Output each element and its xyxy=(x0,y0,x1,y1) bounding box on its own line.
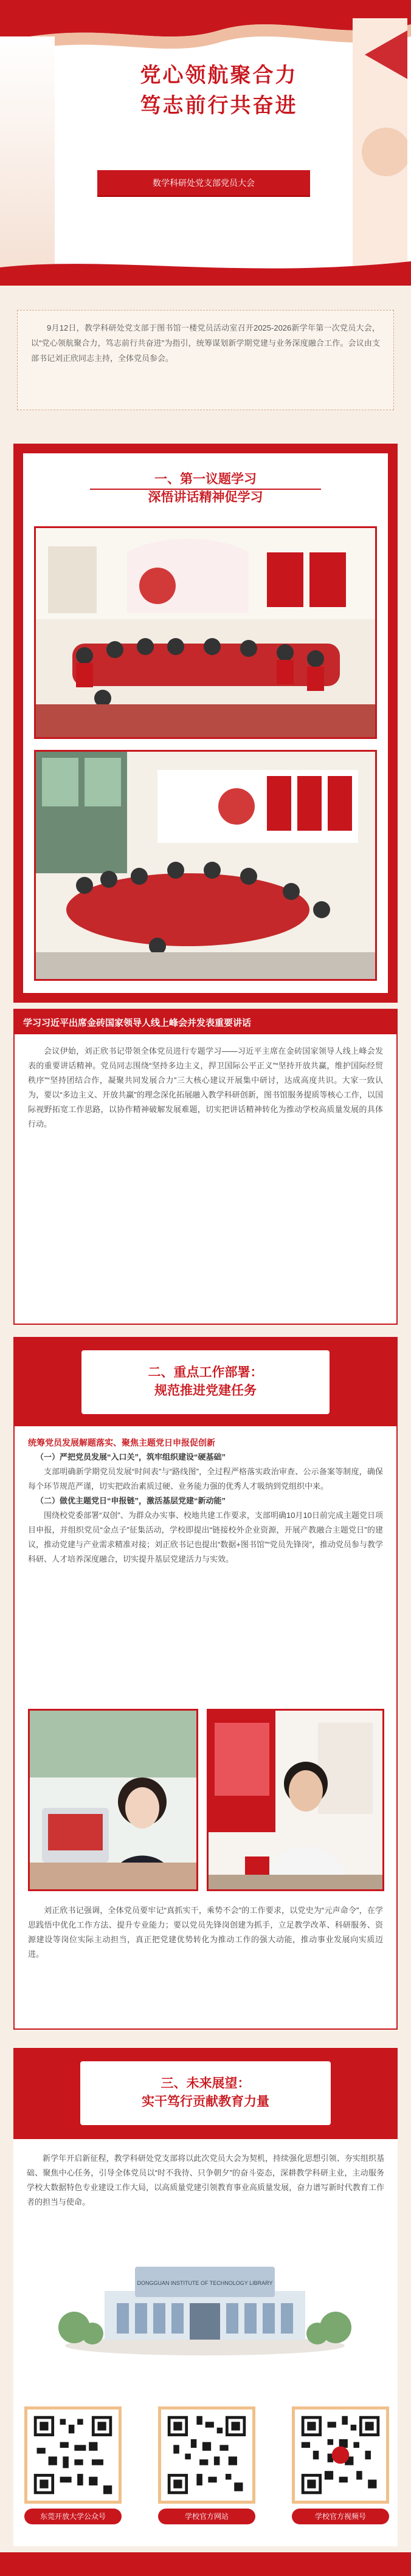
section-3-header-plate xyxy=(80,2061,331,2125)
speaker-photo-female xyxy=(28,1709,198,1891)
footer-band xyxy=(0,2552,411,2576)
hero-side-decoration xyxy=(0,36,55,267)
intro-box xyxy=(17,310,394,410)
study-card xyxy=(13,1009,398,1325)
speaker-photo-male xyxy=(207,1709,384,1891)
section-2-item2-title: （二）做优主题党日“申报链”，激活基层党建“新动能” xyxy=(36,1496,226,1505)
section-2-body xyxy=(28,1435,383,1567)
section-2-lead: 统筹党员发展解题落实、聚焦主题党日申报促创新 xyxy=(28,1438,215,1448)
section-2-closing: 刘正欣书记强调，全体党员要牢记“真抓实干，乘势不会”的工作要求，以党史为“元声命令”，在学思践悟中优化工作方法、提升专业能力；要以党员先锋岗创建为抓手，立足教学改革、科研服务、资源建设等岗位实际主动担当，真正把党建优势转化为推动工作的强大动能，推动事业发展向实质迈进。 xyxy=(28,1906,383,1959)
qr-block-wechat xyxy=(24,2406,122,2524)
campus-library-illustration xyxy=(50,2248,360,2358)
section-3-header-band xyxy=(13,2048,398,2139)
section-2-heading xyxy=(90,1364,321,1400)
qr-code-row xyxy=(24,2406,389,2528)
hero-bottom-decoration xyxy=(0,255,411,286)
campus-gate-sign: DONGGUAN INSTITUTE OF TECHNOLOGY LIBRARY xyxy=(137,2280,273,2286)
meeting-photo-1 xyxy=(34,526,377,739)
section-2-item2-text: 围绕校党委部署“双创”、为群众办实事、校地共建工作要求，支部明确10月10日前完成主题党日项目申报，并组织党员“金点子”征集活动，学校即提出“链接校外企业资源，开展产教融合主题党日”的建议，推动党建与产业需求精准对接；刘正欣书记也提出“数据+图书馆”“党员先锋岗”，推动党员参与教学科研、人才培养深度融合，切实提升基层党建活力与实效。 xyxy=(28,1511,383,1564)
section-2-subtitle: 规范推进党建任务 xyxy=(154,1384,257,1398)
section-3-text: 新学年开启新征程，教学科研处党支部将以此次党员大会为契机，持续强化思想引领、夯实组织基础、聚焦中心任务，引导全体党员以“时不我待、只争朝夕”的奋斗姿态，深耕教学科研主业，主动服务学校大数据特色专业建设工作大局，以高质量党建引领教育事业高质量发展，奋力谱写新时代教育工作者的担当与使命。 xyxy=(27,2154,384,2207)
section-2 xyxy=(13,1337,398,2030)
qr-code-icon[interactable] xyxy=(158,2406,255,2504)
hero-subtitle: 数学科研处党支部党员大会 xyxy=(97,170,310,196)
section-1-title: 一、第一议题学习 xyxy=(154,472,257,486)
meeting-photo-2 xyxy=(34,750,377,981)
section-3-subtitle: 实干笃行贡献教育力量 xyxy=(142,2095,269,2109)
section-1 xyxy=(13,444,398,1003)
section-2-header-band xyxy=(15,1338,396,1426)
qr-block-website xyxy=(158,2406,255,2524)
section-3-heading xyxy=(90,2075,321,2111)
intro-text: 9月12日，教学科研处党支部于图书馆一楼党员活动室召开2025-2026新学年第一次党员大会，以“党心领航聚合力，笃志前行共奋进”为指引，统筹谋划新学期党建与业务深度融合工作。会议由支部书记刘正欣同志主持，全体党员参会。 xyxy=(31,323,380,363)
hero-banner xyxy=(0,0,411,286)
qr-code-icon[interactable] xyxy=(292,2406,389,2504)
study-card-heading: 学习习近平出席金砖国家领导人线上峰会并发表重要讲话 xyxy=(15,1010,396,1034)
section-2-header-plate xyxy=(81,1350,330,1414)
section-2-title: 二、重点工作部署： xyxy=(148,1365,263,1379)
section-2-item1-title: （一）严把党员发展“入口关”，筑牢组织建设“硬基础” xyxy=(36,1452,226,1461)
hero-title xyxy=(91,61,347,122)
qr-caption: 东莞开放大学公众号 xyxy=(24,2509,122,2524)
study-card-text: 会议伊始，刘正欣书记带领全体党员进行专题学习——习近平主席在金砖国家领导人线上峰会发表的重要讲话精神。党员同志围绕“坚持多边主义，捍卫国际公平正义”“坚持开放共赢，维护国际经贸秩序”“坚持团结合作，凝聚共同发展合力”三大核心建议开展集中研讨，达成高度共识。大家一致认为，要以“多边主义、开放共赢”的理念深化拓展融入教学科研创新，图书馆服务提质等核心工作，以国际视野拓宽工作思路，以协作精神破解发展难题，切实把讲话精神转化为推动学校高质量发展的具体行动。 xyxy=(28,1046,383,1128)
qr-caption: 学校官方网站 xyxy=(158,2509,255,2524)
section-1-panel xyxy=(23,453,388,993)
hero-title-line1: 党心领航聚合力 xyxy=(140,64,298,87)
qr-caption: 学校官方视频号 xyxy=(292,2509,389,2524)
hero-right-decoration xyxy=(328,18,407,273)
hero-title-line2: 笃志前行共奋进 xyxy=(140,95,298,117)
section-1-subtitle: 深悟讲话精神促学习 xyxy=(148,490,263,504)
qr-block-video xyxy=(292,2406,389,2524)
section-3-title: 三、未来展望： xyxy=(161,2076,250,2090)
qr-code-icon[interactable] xyxy=(24,2406,122,2504)
section-1-heading xyxy=(90,470,321,507)
section-2-item1-text: 支部明确新学期党员发展“时间表”与“路线图”，全过程严格落实政治审查、公示备案等制度，确保每个环节规范严谨，切实把政治素质过硬、业务能力强的优秀人才吸纳到党组织中来。 xyxy=(28,1467,383,1491)
section-1-divider xyxy=(90,489,321,490)
